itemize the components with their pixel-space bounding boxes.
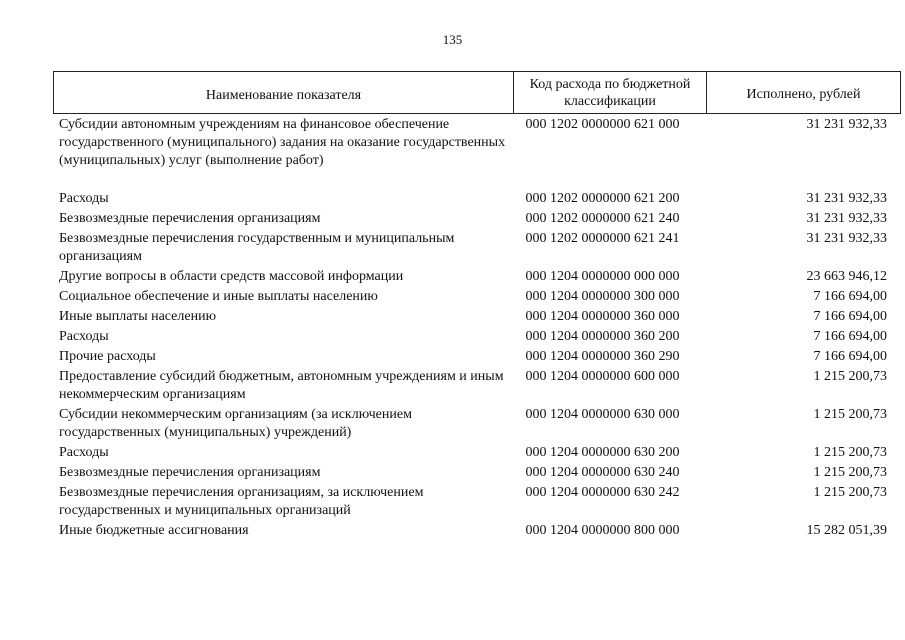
- row-name: Расходы: [59, 445, 109, 460]
- row-code: 000 1204 0000000 630 242: [525, 485, 680, 500]
- row-code: 000 1204 0000000 360 200: [525, 329, 680, 344]
- table-body: [53, 114, 901, 540]
- table-row: [53, 210, 901, 228]
- table-row: [53, 368, 901, 404]
- row-code: 000 1204 0000000 360 290: [525, 349, 680, 364]
- header-name: Наименование показателя: [54, 72, 514, 113]
- row-amount: 31 231 932,33: [806, 231, 887, 246]
- table-row: [53, 190, 901, 208]
- row-amount: 7 166 694,00: [813, 349, 887, 364]
- row-name: Предоставление субсидий бюджетным, автономным учреждениям и иным некоммерческим организациям: [59, 369, 504, 402]
- row-name: Расходы: [59, 191, 109, 206]
- row-amount: 1 215 200,73: [813, 445, 887, 460]
- row-name: Безвозмездные перечисления организациям: [59, 465, 321, 480]
- row-amount: 31 231 932,33: [806, 191, 887, 206]
- table-row: [53, 288, 901, 306]
- row-code: 000 1204 0000000 000 000: [525, 269, 680, 284]
- row-code: 000 1202 0000000 621 240: [525, 211, 680, 226]
- row-code: 000 1204 0000000 360 000: [525, 309, 680, 324]
- row-amount: 1 215 200,73: [813, 369, 887, 384]
- row-name: Субсидии автономным учреждениям на финансовое обеспечение государственного (муниципального) задания на оказание государственных (муниципальных) услуг (выполнение работ): [59, 117, 506, 168]
- table-header: [53, 71, 901, 114]
- row-amount: 7 166 694,00: [813, 329, 887, 344]
- table-row: [53, 116, 901, 170]
- row-code: 000 1204 0000000 630 240: [525, 465, 680, 480]
- table-row: [53, 328, 901, 346]
- row-code: 000 1202 0000000 621 200: [525, 191, 680, 206]
- row-code: 000 1202 0000000 621 241: [525, 231, 680, 246]
- row-name: Социальное обеспечение и иные выплаты населению: [59, 289, 378, 304]
- table-row: [53, 230, 901, 266]
- table-row: [53, 522, 901, 540]
- row-name: Безвозмездные перечисления организациям: [59, 211, 321, 226]
- row-name: Иные бюджетные ассигнования: [59, 523, 249, 538]
- table-row: [53, 484, 901, 520]
- table-row: [53, 444, 901, 462]
- table-row: [53, 464, 901, 482]
- row-amount: 1 215 200,73: [813, 407, 887, 422]
- row-amount: 7 166 694,00: [813, 289, 887, 304]
- row-code: 000 1204 0000000 800 000: [525, 523, 680, 538]
- budget-table: [53, 71, 901, 542]
- row-amount: 31 231 932,33: [806, 211, 887, 226]
- row-amount: 15 282 051,39: [806, 523, 887, 538]
- row-name: Безвозмездные перечисления организациям, за исключением государственных и муниципальных организаций: [59, 485, 424, 518]
- row-code: 000 1204 0000000 630 000: [525, 407, 680, 422]
- row-code: 000 1204 0000000 630 200: [525, 445, 680, 460]
- table-row: [53, 308, 901, 326]
- row-code: 000 1202 0000000 621 000: [525, 117, 680, 132]
- row-code: 000 1204 0000000 600 000: [525, 369, 680, 384]
- header-amount: Исполнено, рублей: [746, 87, 861, 102]
- row-amount: 1 215 200,73: [813, 485, 887, 500]
- row-name: Субсидии некоммерческим организациям (за исключением государственных (муниципальных) учреждений): [59, 407, 412, 440]
- row-name: Расходы: [59, 329, 109, 344]
- row-name: Прочие расходы: [59, 349, 156, 364]
- header-code: Код расхода по бюджетной классификации: [514, 72, 707, 113]
- table-row: [53, 348, 901, 366]
- table-row: [53, 268, 901, 286]
- row-name: Другие вопросы в области средств массовой информации: [59, 269, 404, 284]
- row-name: Иные выплаты населению: [59, 309, 217, 324]
- row-amount: 23 663 946,12: [806, 269, 887, 284]
- row-amount: 31 231 932,33: [806, 117, 887, 132]
- row-amount: 1 215 200,73: [813, 465, 887, 480]
- row-code: 000 1204 0000000 300 000: [525, 289, 680, 304]
- page-number: 135: [442, 32, 463, 47]
- row-name: Безвозмездные перечисления государственным и муниципальным организациям: [59, 231, 455, 264]
- table-row: [53, 406, 901, 442]
- row-amount: 7 166 694,00: [813, 309, 887, 324]
